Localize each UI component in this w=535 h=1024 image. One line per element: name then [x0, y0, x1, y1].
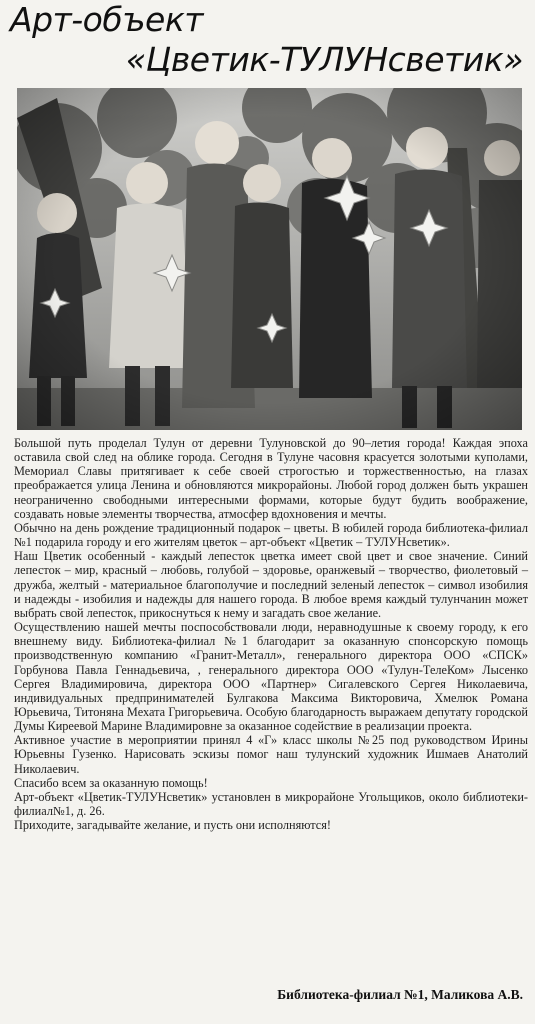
article-paragraph-1: Большой путь проделал Тулун от деревни Тулуновской до 90–летия города! Каждая эпоха оставила свой след на облике города. Сегодня в Тулуне часовня красуется золотыми куполами, Мемориал Славы притягивает к себе своей строгостью и торжественностью, на глазах преображается улица Ленина и обновляются микрорайоны. Любой город должен быть украшен неограниченно свободными интересными формами, которые будут будить воображение, создавать новые элементы творчества, атмосфер вдохновения и мечты. [14, 436, 528, 521]
headline-line-1: Арт-объект [10, 0, 203, 39]
group-photo [17, 88, 522, 430]
article-paragraph-6: Спасибо всем за оказанную помощь! [14, 775, 208, 790]
article-paragraph-4: Осуществлению нашей мечты поспособствовали люди, неравнодушные к своему городу, к его внешнему виду. Библиотека-филиал №1 благодарит за оказанную спонсорскую помощь производственную компанию «Гранит-Металл», генерального директора ООО «СПСК» Горбунова Павла Геннадьевича, , генерального директора ООО «Тулун-ТелеКом» Лысенко Сергея Владимировича, директора ООО «Партнер» Сигалевского Сергея Николаевича, индивидуальных предпринимателей Булгакова Максима Викторовича, Хмелюк Романа Юрьевича, Титоняна Мехата Григорьевича. Особую благодарность выражаем депутату городской Думы Киреевой Марине Владимировне за оказанное содействие в реализации проекта. [14, 620, 528, 734]
article-body [14, 436, 528, 832]
article-paragraph-2: Обычно на день рождение традиционный подарок – цветы. В юбилей города библиотека-филиал №1 подарила городу и его жителям цветок – арт-объект «Цветик – ТУЛУНсветик». [14, 520, 528, 550]
article-paragraph-7: Арт-объект «Цветик-ТУЛУНсветик» установлен в микрорайоне Угольщиков, около библиотеки-филиал№1, д. 26. [14, 789, 528, 819]
article-paragraph-8: Приходите, загадывайте желание, и пусть они исполняются! [14, 818, 331, 833]
author-signature: Библиотека-филиал №1, Маликова А.В. [277, 987, 523, 1002]
article-paragraph-3: Наш Цветик особенный - каждый лепесток цветка имеет свой цвет и свое значение. Синий лепесток – мир, красный – любовь, голубой – здоровье, оранжевый – творчество, фиолетовый – дружба, желтый - материальное благополучие и последний зеленый лепесток – символ изобилия и надежды - изобилия и надежды для нашего города. В любое время каждый тулунчанин может выбрать свой лепесток, прикоснуться к нему и загадать свое желание. [14, 549, 528, 620]
article-paragraph-5: Активное участие в мероприятии принял 4 «Г» класс школы №25 под руководством Ирины Юрьевны Гузенко. Нарисовать эскизы помог наш тулунский художник Ишмаев Анатолий Николаевич. [14, 733, 528, 776]
headline-line-2: «Цветик-ТУЛУНсветик» [125, 40, 523, 79]
group-photo-children-with-paper-flowers-icon [17, 88, 522, 430]
